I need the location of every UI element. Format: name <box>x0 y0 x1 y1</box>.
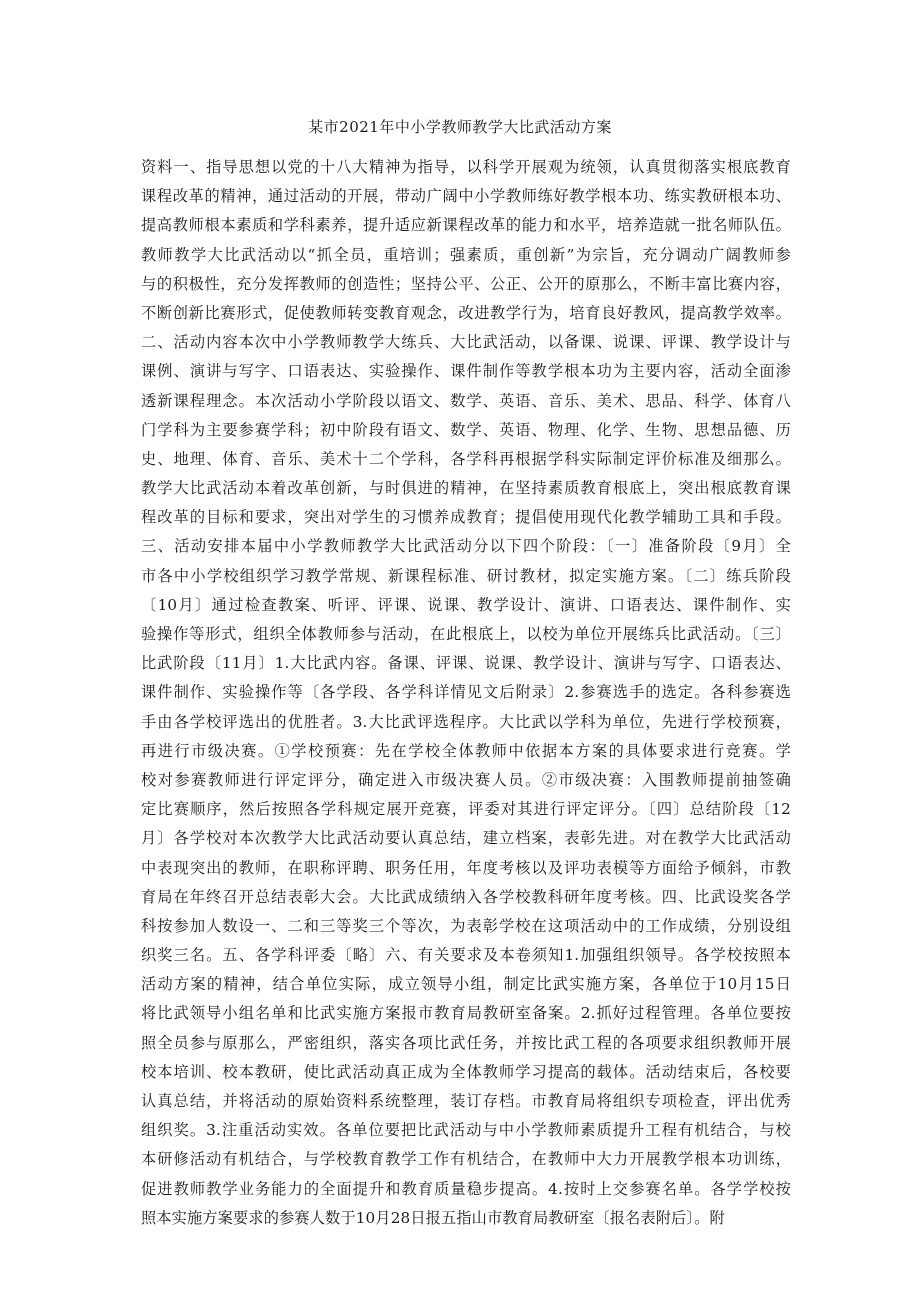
body-line: 课件制作、实验操作等〔各学段、各学科详情见文后附录〕2.参赛选手的选定。各科参赛选 <box>141 683 791 702</box>
body-line: 市各中小学校组织学习教学常规、新课程标准、研讨教材，拟定实施方案。〔二〕练兵阶段 <box>141 566 791 585</box>
body-line: 科按参加人数设一、二和三等奖三个等次，为表彰学校在这项活动中的工作成绩，分别设组 <box>141 916 791 935</box>
body-line: 再进行市级决赛。①学校预赛：先在学校全体教师中依据本方案的具体要求进行竞赛。学 <box>141 741 791 760</box>
body-line: 照全员参与原那么，严密组织，落实各项比武任务，并按比武工程的各项要求组织教师开展 <box>141 1033 791 1052</box>
body-line: 不断创新比赛形式，促使教师转变教育观念，改进教学行为，培育良好教风，提高教学效率。 <box>141 303 791 322</box>
body-line: 织奖三名。五、各学科评委〔略〕六、有关要求及本卷须知1.加强组织领导。各学校按照本 <box>141 946 791 965</box>
body-line: 教学大比武活动本着改革创新，与时俱进的精神，在坚持素质教育根底上，突出根底教育课 <box>141 479 791 498</box>
body-line: 照本实施方案要求的参赛人数于10月28日报五指山市教育局教研室〔报名表附后〕。附 <box>141 1208 725 1227</box>
body-line: 校对参赛教师进行评定评分，确定进入市级决赛人员。②市级决赛：入围教师提前抽签确 <box>141 770 791 789</box>
body-line: 资料一、指导思想以党的十八大精神为指导，以科学开展观为统领，认真贯彻落实根底教育 <box>141 158 791 176</box>
body-line: 提高教师根本素质和学科素养，提升适应新课程改革的能力和水平，培养造就一批名师队伍。 <box>141 216 791 235</box>
body-line: 透新课程理念。本次活动小学阶段以语文、数学、英语、音乐、美术、思品、科学、体育八 <box>141 391 791 410</box>
body-line: 与的积极性，充分发挥教师的创造性；坚持公平、公正、公开的原那么，不断丰富比赛内容， <box>141 274 791 293</box>
body-line: 程改革的目标和要求，突出对学生的习惯养成教育；提倡使用现代化教学辅助工具和手段。 <box>141 508 791 527</box>
document-title: 某市2021年中小学教师教学大比武活动方案 <box>308 118 612 136</box>
body-line: 组织奖。3.注重活动实效。各单位要把比武活动与中小学教师素质提升工程有机结合，与校 <box>141 1121 791 1140</box>
document-body <box>141 153 791 1233</box>
body-line: 中表现突出的教师，在职称评聘、职务任用，年度考核以及评功表模等方面给予倾斜，市教 <box>141 858 791 877</box>
body-line: 课例、演讲与写字、口语表达、实验操作、课件制作等教学根本功为主要内容，活动全面渗 <box>141 362 791 381</box>
body-line: 门学科为主要参赛学科；初中阶段有语文、数学、英语、物理、化学、生物、思想品德、历 <box>141 420 791 439</box>
body-line: 定比赛顺序，然后按照各学科规定展开竞赛，评委对其进行评定评分。〔四〕总结阶段〔12 <box>141 800 791 819</box>
body-line: 〔10月〕通过检查教案、听评、评课、说课、教学设计、演讲、口语表达、课件制作、实 <box>141 595 791 614</box>
body-line: 史、地理、体育、音乐、美术十二个学科，各学科再根据学科实际制定评价标准及细那么。 <box>141 449 791 468</box>
body-line: 二、活动内容本次中小学教师教学大练兵、大比武活动，以备课、说课、评课、教学设计与 <box>141 333 791 352</box>
body-line: 比武阶段〔11月〕1.大比武内容。备课、评课、说课、教学设计、演讲与写字、口语表达、 <box>141 654 791 673</box>
body-line: 校本培训、校本教研，使比武活动真正成为全体教师学习提高的载体。活动结束后，各校要 <box>141 1062 791 1081</box>
body-line: 促进教师教学业务能力的全面提升和教育质量稳步提高。4.按时上交参赛名单。各学学校按 <box>141 1179 791 1198</box>
body-line: 认真总结，并将活动的原始资料系统整理，装订存档。市教育局将组织专项检查，评出优秀 <box>141 1092 791 1110</box>
body-line: 教师教学大比武活动以“抓全员，重培训；强素质，重创新”为宗旨，充分调动广阔教师参 <box>141 245 791 264</box>
body-line: 将比武领导小组名单和比武实施方案报市教育局教研室备案。2.抓好过程管理。各单位要按 <box>141 1004 791 1023</box>
body-line: 育局在年终召开总结表彰大会。大比武成绩纳入各学校教科研年度考核。四、比武设奖各学 <box>141 887 791 906</box>
body-line: 三、活动安排本届中小学教师教学大比武活动分以下四个阶段：〔一〕准备阶段〔9月〕全 <box>141 537 791 556</box>
body-line: 课程改革的精神，通过活动的开展，带动广阔中小学教师练好教学根本功、练实教研根本功、 <box>141 187 791 206</box>
body-line: 活动方案的精神，结合单位实际，成立领导小组，制定比武实施方案，各单位于10月15日 <box>141 975 791 994</box>
body-line: 月〕各学校对本次教学大比武活动要认真总结，建立档案，表彰先进。对在教学大比武活动 <box>141 829 791 848</box>
body-line: 验操作等形式，组织全体教师参与活动，在此根底上，以校为单位开展练兵比武活动。〔三〕 <box>141 625 791 643</box>
body-line: 本研修活动有机结合，与学校教育教学工作有机结合，在教师中大力开展教学根本功训练， <box>141 1150 791 1169</box>
body-line: 手由各学校评选出的优胜者。3.大比武评选程序。大比武以学科为单位，先进行学校预赛， <box>141 712 791 731</box>
